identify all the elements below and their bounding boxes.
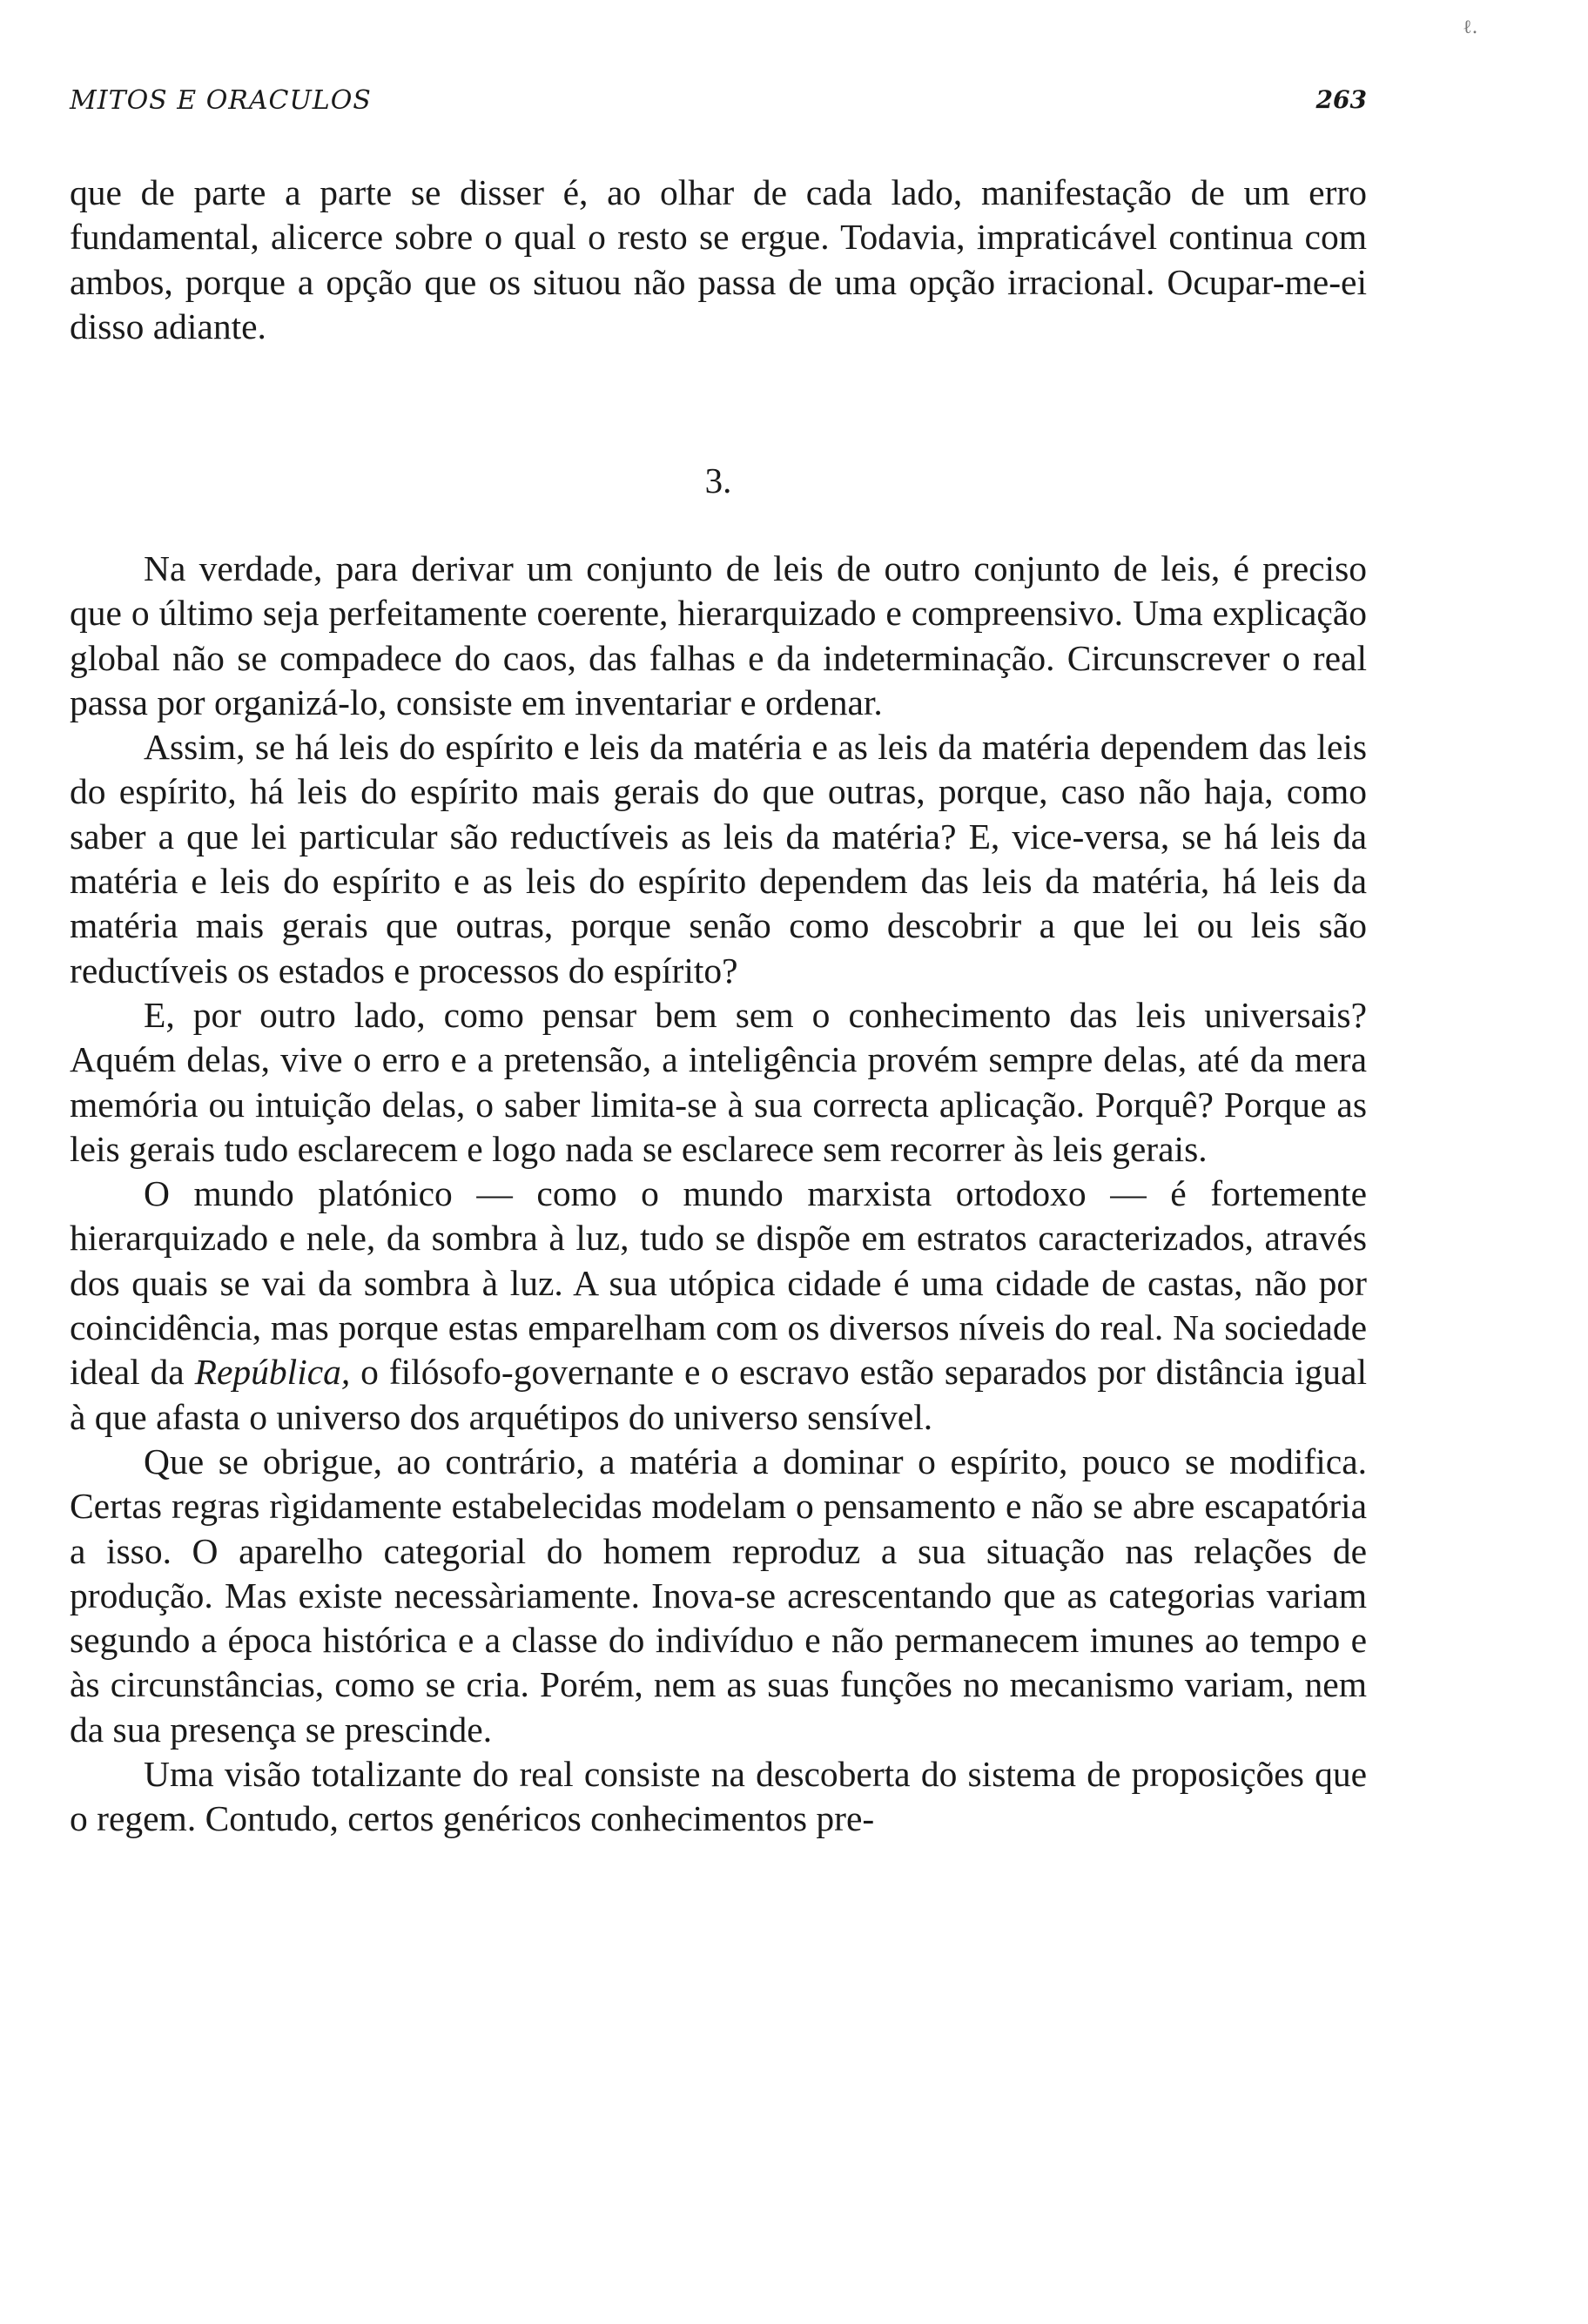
running-head: [70, 85, 1367, 124]
paragraph: Na verdade, para derivar um conjunto de leis de outro conjunto de leis, é preciso que o último seja perfeitamente coerente, hierarquizado e compreensivo. Uma explicação global não se compadece do caos, das falhas e da indeterminação. Circunscrever o real passa por organizá-lo, consiste em inventariar e ordenar.: [70, 548, 1367, 722]
paragraph: E, por outro lado, como pensar bem sem o conhecimento das leis universais? Aquém delas, vive o erro e a pretensão, a inteligência provém sempre delas, até da mera memória ou intuição delas, o saber limita-se à sua correcta aplicação. Porquê? Porque as leis gerais tudo esclarecem e logo nada se esclarece sem recorrer às leis gerais.: [70, 994, 1367, 1169]
section-body: [70, 547, 1367, 1842]
margin-mark: ℓ.: [1463, 17, 1478, 38]
book-page: [70, 0, 1367, 2324]
continued-paragraph: que de parte a parte se disser é, ao olhar de cada lado, manifestação de um erro fundamental, alicerce sobre o qual o resto se ergue. Todavia, impraticável continua com ambos, porque a opção que os situou não passa de uma opção irracional. Ocupar-me-ei disso adiante.: [70, 172, 1367, 346]
continued-paragraph-block: [70, 171, 1367, 349]
paragraph: [70, 1172, 1367, 1440]
paragraph: Uma visão totalizante do real consiste na descoberta do sistema de proposições que o regem. Contudo, certos genéricos conhecimentos pre-: [70, 1754, 1367, 1839]
running-head-title: MITOS E ORACULOS: [70, 85, 372, 116]
paragraph: Que se obrigue, ao contrário, a matéria a dominar o espírito, pouco se modifica. Certas regras rìgidamente estabelecidas modelam o pensamento e não se abre escapatória a isso. O aparelho categorial do homem reproduz a sua situação nas relações de produção. Mas existe necessàriamente. Inova-se acrescentando que as categorias variam segundo a época histórica e a classe do indivíduo e não permanecem imunes ao tempo e às circunstâncias, como se cria. Porém, nem as suas funções no mecanismo variam, nem da sua presença se prescinde.: [70, 1441, 1367, 1750]
paragraph: Assim, se há leis do espírito e leis da matéria e as leis da matéria dependem das leis do espírito, há leis do espírito mais gerais do que outras, porque, caso não haja, como saber a que lei particular são reductíveis as leis da matéria? E, vice-versa, se há leis da matéria e leis do espírito e as leis do espírito dependem das leis da matéria, há leis da matéria mais gerais que outras, porque senão como descobrir a que lei ou leis são reductíveis os estados e processos do espírito?: [70, 727, 1367, 991]
page-number: 263: [1315, 85, 1367, 114]
section-number: 3.: [704, 460, 732, 500]
paragraph-text: o filósofo-governante e o escravo estão separados por distância igual à que afasta o universo dos arquétipos do universo sensível.: [70, 1352, 1367, 1437]
paragraph-text: O mundo platónico — como o mundo marxista ortodoxo — é fortemente hierarquizado e nele, da sombra à luz, tudo se dispõe em estratos caracterizados, através dos quais se vai da sombra à luz. A sua utópica cidade é uma cidade de castas, não por coincidência, mas porque estas emparelham com os diversos níveis do real. Na sociedade ideal da: [70, 1173, 1367, 1393]
book-title-emphasis: República,: [194, 1352, 351, 1393]
